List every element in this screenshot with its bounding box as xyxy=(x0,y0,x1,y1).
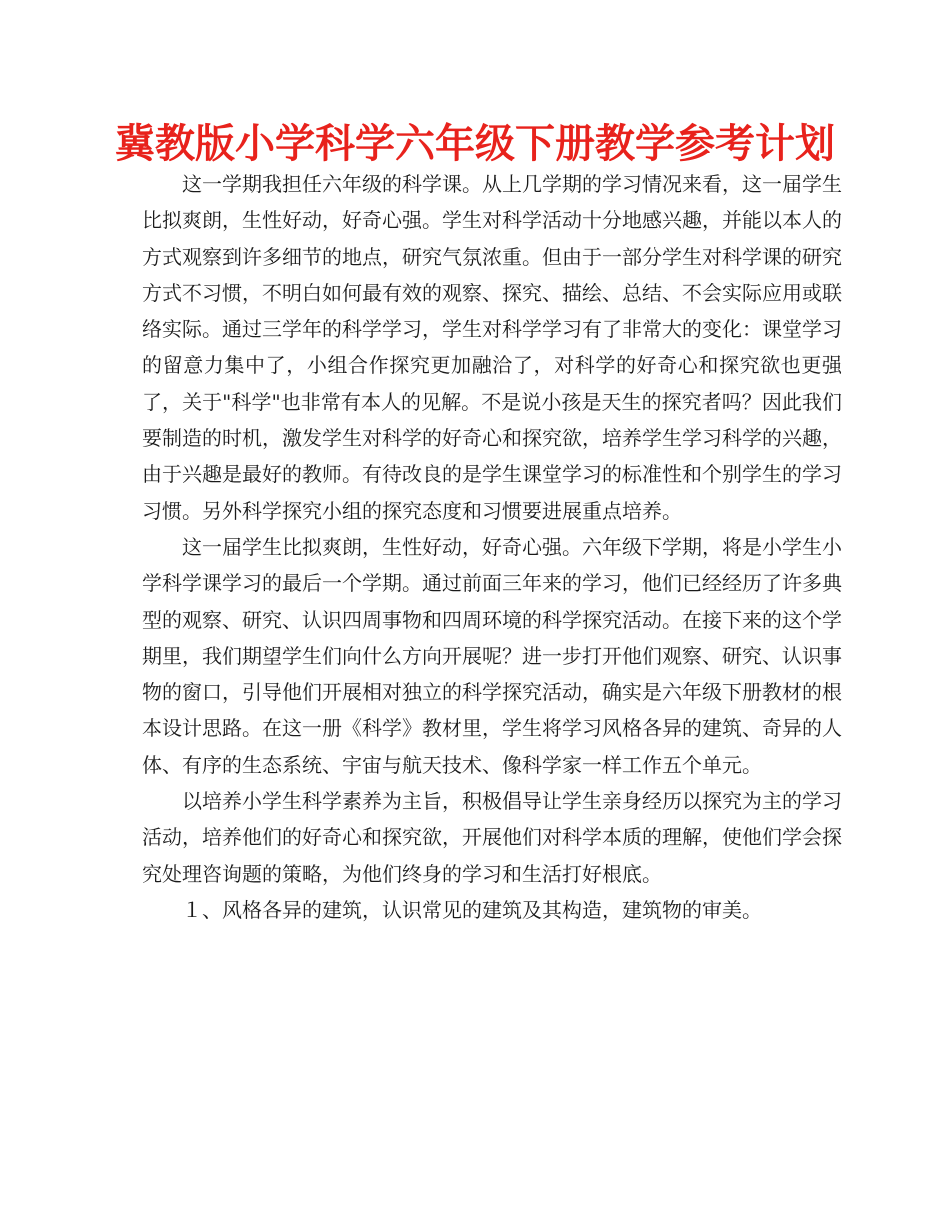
paragraph-3: 以培养小学生科学素养为主旨，积极倡导让学生亲身经历以探究为主的学习活动，培养他们的好奇心和探究欲，开展他们对科学本质的理解，使他们学会探究处理咨询题的策略，为他们终身的学习和生活打好根底。 xyxy=(142,789,842,886)
document-title: 冀教版小学科学六年级下册教学参考计划 xyxy=(115,121,835,167)
list-item-1: １、风格各异的建筑，认识常见的建筑及其构造，建筑物的审美。 xyxy=(182,897,762,922)
paragraph-2: 这一届学生比拟爽朗，生性好动，好奇心强。六年级下学期，将是小学生小学科学课学习的最后一个学期。通过前面三年来的学习，他们已经经历了许多典型的观察、研究、认识四周事物和四周环境的科学探究活动。在接下来的这个学期里，我们期望学生们向什么方向开展呢？进一步打开他们观察、研究、认识事物的窗口，引导他们开展相对独立的科学探究活动，确实是六年级下册教材的根本设计思路。在这一册《科学》教材里，学生将学习风格各异的建筑、奇异的人体、有序的生态系统、宇宙与航天技术、像科学家一样工作五个单元。 xyxy=(142,534,842,777)
document-body xyxy=(142,166,842,928)
paragraph-1: 这一学期我担任六年级的科学课。从上几学期的学习情况来看，这一届学生比拟爽朗，生性好动，好奇心强。学生对科学活动十分地感兴趣，并能以本人的方式观察到许多细节的地点，研究气氛浓重。但由于一部分学生对科学课的研究方式不习惯，不明白如何最有效的观察、探究、描绘、总结、不会实际应用或联络实际。通过三学年的科学学习，学生对科学学习有了非常大的变化：课堂学习的留意力集中了，小组合作探究更加融洽了，对科学的好奇心和探究欲也更强了，关于"科学"也非常有本人的见解。不是说小孩是天生的探究者吗？因此我们要制造的时机，激发学生对科学的好奇心和探究欲，培养学生学习科学的兴趣，由于兴趣是最好的教师。有待改良的是学生课堂学习的标准性和个别学生的学习习惯。另外科学探究小组的探究态度和习惯要进展重点培养。 xyxy=(142,172,842,523)
